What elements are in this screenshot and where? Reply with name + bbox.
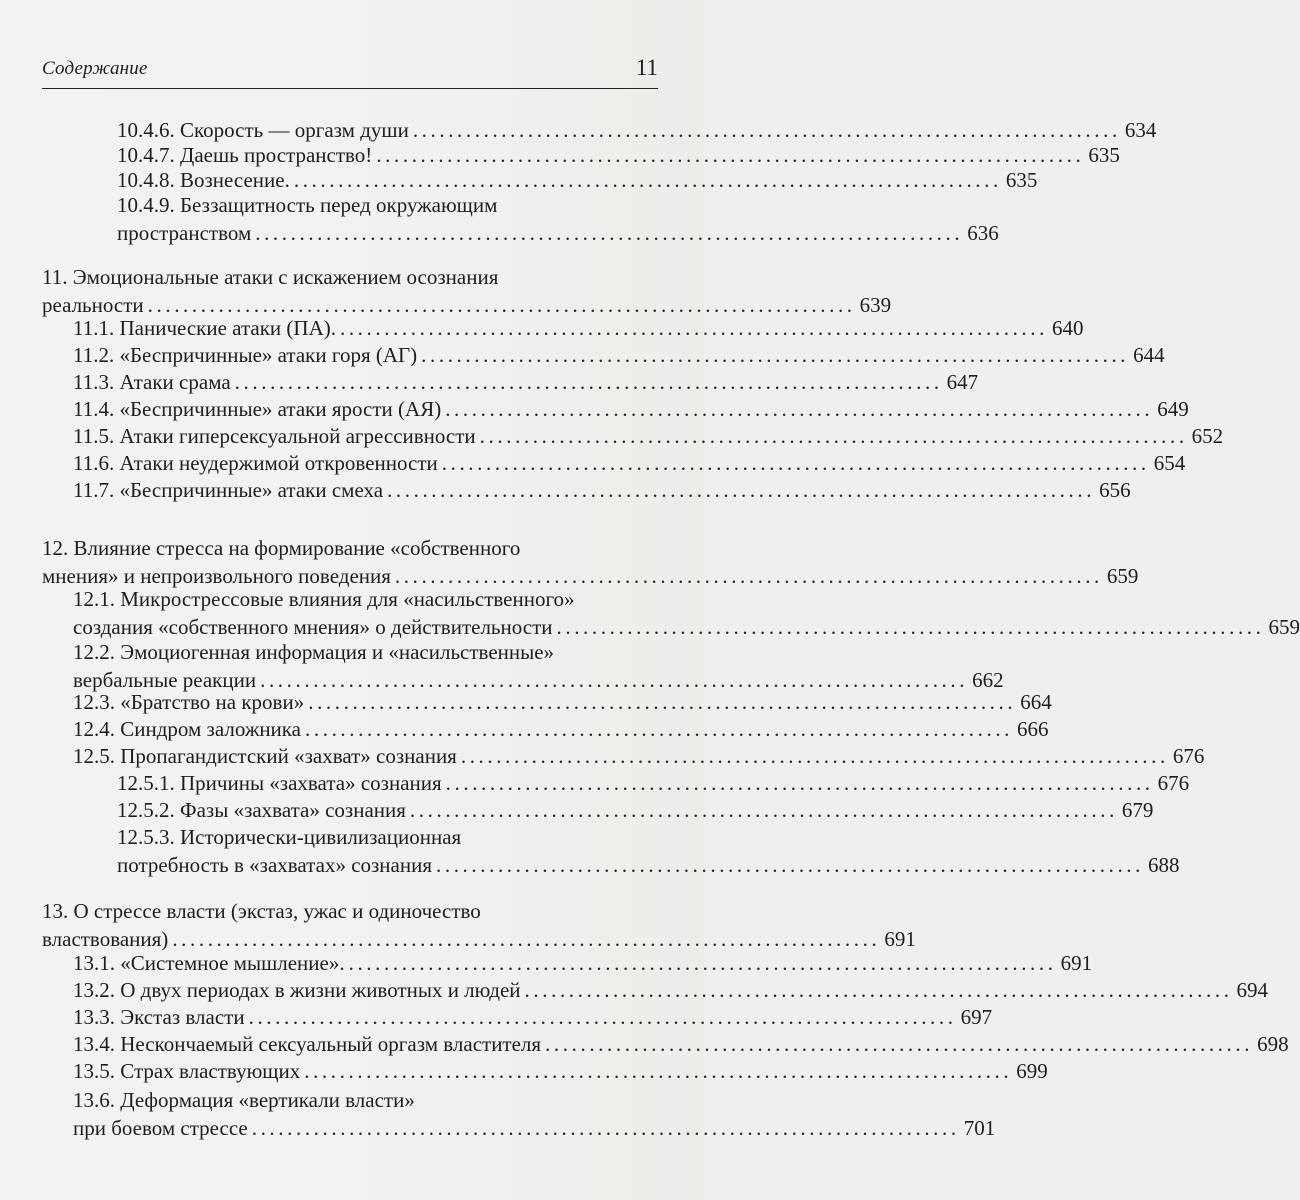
page-number: 11 (635, 55, 658, 80)
toc-entry-title: Страх властвующих (120, 1059, 301, 1083)
toc-entry-title: Атаки срама (119, 370, 231, 394)
dot-leader: ................................................................................ (376, 143, 1085, 167)
toc-entry-number: 11. (42, 265, 68, 289)
toc-entry-title: Микрострессовые влияния для «насильственного» (120, 587, 575, 611)
toc-entry-12-5-1[interactable] (117, 769, 1190, 797)
toc-entry-number: 11.4. (73, 397, 115, 421)
toc-entry-number: 12. (42, 536, 69, 560)
toc-entry-title: Фазы «захвата» сознания (180, 798, 406, 822)
toc-entry-title-cont: вербальные реакции (73, 668, 257, 692)
toc-entry-title: Пропагандистский «захват» сознания (120, 744, 457, 768)
toc-entry-title: Причины «захвата» сознания (180, 771, 442, 795)
toc-entry-page: 656 (1099, 478, 1131, 502)
toc-entry-number: 10.4.9. (117, 193, 175, 217)
dot-leader: ................................................................................ (339, 316, 1048, 340)
toc-entry-title: Атаки гиперсексуальной агрессивности (119, 424, 476, 448)
toc-entry-page: 688 (1148, 853, 1180, 877)
toc-entry-page: 639 (859, 293, 892, 317)
toc-entry-page: 647 (946, 370, 979, 394)
dot-leader: ................................................................................ (394, 564, 1103, 588)
toc-entry-title-cont: создания «собственного мнения» о действительности (73, 615, 553, 639)
toc-entry-title: Нескончаемый сексуальный оргазм властителя (120, 1032, 542, 1056)
toc-entry-number: 11.2. (73, 343, 115, 367)
toc-entry-title: Панические атаки (ПА). (119, 316, 336, 340)
toc-entry-page: 699 (1016, 1059, 1048, 1083)
toc-entry-page: 662 (972, 668, 1004, 692)
toc-entry-10-4-6[interactable] (117, 116, 1157, 144)
toc-entry-12-5-2[interactable] (117, 796, 1154, 824)
toc-entry-13-1[interactable] (73, 949, 1093, 977)
toc-entry-page: 654 (1153, 451, 1186, 475)
toc-entry-11-3[interactable] (73, 368, 979, 396)
dot-leader: ................................................................................ (545, 1032, 1254, 1056)
dot-leader: ................................................................................ (409, 798, 1118, 822)
toc-chapter-13[interactable] (42, 897, 916, 953)
toc-entry-title: Деформация «вертикали власти» (120, 1088, 415, 1112)
toc-entry-title-cont: при боевом стрессе (73, 1116, 248, 1140)
toc-entry-title: Исторически-цивилизационная (180, 825, 462, 849)
toc-entry-12-4[interactable] (73, 715, 1049, 743)
toc-entry-page: 676 (1172, 744, 1205, 768)
toc-entry-title: О двух периодах в жизни животных и людей (120, 978, 521, 1002)
toc-entry-page: 691 (884, 927, 916, 951)
toc-entry-11-4[interactable] (73, 395, 1189, 423)
toc-entry-number: 12.3. (73, 690, 115, 714)
running-header (42, 55, 658, 88)
toc-entry-title: Эмоциогенная информация и «насильственные» (120, 640, 555, 664)
toc-entry-number: 13.3. (73, 1005, 115, 1029)
toc-entry-page: 701 (963, 1116, 996, 1140)
toc-entry-13-6[interactable] (73, 1086, 996, 1142)
toc-entry-13-5[interactable] (73, 1057, 1048, 1085)
toc-entry-number: 13.6. (73, 1088, 115, 1112)
toc-entry-title: Эмоциональные атаки с искажением осознания (72, 265, 499, 289)
toc-entry-number: 10.4.8. (117, 168, 175, 192)
toc-entry-page: 694 (1236, 978, 1269, 1002)
toc-entry-13-4[interactable] (73, 1030, 1289, 1058)
toc-entry-number: 12.1. (73, 587, 115, 611)
toc-entry-number: 11.5. (73, 424, 115, 448)
toc-entry-12-5-3[interactable] (117, 823, 1180, 879)
dot-leader: ................................................................................ (255, 221, 964, 245)
toc-entry-12-2[interactable] (73, 638, 1004, 694)
toc-entry-11-7[interactable] (73, 476, 1131, 504)
toc-entry-title-cont: пространством (117, 221, 252, 245)
toc-entry-page: 634 (1124, 118, 1157, 142)
toc-entry-13-2[interactable] (73, 976, 1269, 1004)
toc-entry-page: 676 (1157, 771, 1190, 795)
toc-entry-11-2[interactable] (73, 341, 1165, 369)
toc-entry-page: 635 (1088, 143, 1120, 167)
toc-entry-title: Экстаз власти (120, 1005, 245, 1029)
toc-entry-title-cont: реальности (42, 293, 144, 317)
dot-leader: ................................................................................ (479, 424, 1188, 448)
dot-leader: ................................................................................ (524, 978, 1233, 1002)
toc-entry-title-cont: мнения» и непроизвольного поведения (42, 564, 391, 588)
toc-entry-13-3[interactable] (73, 1003, 993, 1031)
toc-entry-page: 698 (1257, 1032, 1289, 1056)
toc-entry-page: 649 (1157, 397, 1189, 421)
toc-entry-title: Атаки неудержимой откровенности (119, 451, 438, 475)
toc-entry-number: 11.3. (73, 370, 115, 394)
dot-leader: ................................................................................ (234, 370, 943, 394)
toc-entry-number: 11.1. (73, 316, 115, 340)
toc-entry-number: 12.4. (73, 717, 115, 741)
toc-entry-page: 679 (1121, 798, 1154, 822)
dot-leader: ................................................................................ (304, 1059, 1013, 1083)
toc-chapter-12[interactable] (42, 534, 1139, 590)
dot-leader: ................................................................................ (436, 853, 1144, 877)
toc-entry-number: 12.5.1. (117, 771, 175, 795)
toc-entry-title: О стрессе власти (экстаз, ужас и одиночество (73, 899, 481, 923)
toc-entry-number: 12.2. (73, 640, 115, 664)
toc-entry-title: «Системное мышление». (120, 951, 345, 975)
dot-leader: ................................................................................ (387, 478, 1096, 502)
toc-entry-10-4-9[interactable] (117, 191, 999, 247)
toc-entry-page: 635 (1005, 168, 1038, 192)
dot-leader: ................................................................................ (441, 451, 1150, 475)
toc-entry-title: Вознесение. (180, 168, 290, 192)
toc-entry-12-5[interactable] (73, 742, 1205, 770)
toc-entry-page: 697 (960, 1005, 993, 1029)
dot-leader: ................................................................................ (293, 168, 1002, 192)
toc-entry-page: 640 (1051, 316, 1084, 340)
dot-leader: ................................................................................ (251, 1116, 960, 1140)
toc-entry-number: 13.1. (73, 951, 115, 975)
toc-entry-11-6[interactable] (73, 449, 1186, 477)
toc-entry-number: 11.6. (73, 451, 115, 475)
toc-entry-number: 10.4.6. (117, 118, 175, 142)
toc-entry-title: Даешь пространство! (180, 143, 373, 167)
toc-entry-page: 659 (1268, 615, 1300, 639)
dot-leader: ................................................................................ (305, 717, 1014, 741)
dot-leader: ................................................................................ (445, 397, 1154, 421)
dot-leader: ................................................................................ (412, 118, 1121, 142)
toc-entry-page: 636 (967, 221, 999, 245)
toc-entry-number: 13.2. (73, 978, 115, 1002)
header-rule (42, 88, 658, 89)
toc-entry-page: 652 (1191, 424, 1224, 448)
toc-entry-number: 11.7. (73, 478, 115, 502)
toc-entry-11-1[interactable] (73, 314, 1084, 342)
toc-entry-page: 691 (1060, 951, 1093, 975)
dot-leader: ................................................................................ (260, 668, 969, 692)
toc-entry-10-4-7[interactable] (117, 141, 1120, 169)
toc-entry-number: 12.5.2. (117, 798, 175, 822)
dot-leader: ................................................................................ (348, 951, 1057, 975)
toc-entry-title: Беззащитность перед окружающим (180, 193, 498, 217)
toc-entry-title: «Беспричинные» атаки ярости (АЯ) (119, 397, 442, 421)
toc-entry-page: 666 (1017, 717, 1049, 741)
toc-entry-title: Синдром заложника (120, 717, 302, 741)
toc-entry-10-4-8[interactable] (117, 166, 1038, 194)
dot-leader: ................................................................................ (460, 744, 1169, 768)
toc-entry-number: 13.4. (73, 1032, 115, 1056)
toc-entry-number: 12.5.3. (117, 825, 175, 849)
dot-leader: ................................................................................ (308, 690, 1017, 714)
toc-entry-12-1[interactable] (73, 585, 1300, 641)
toc-entry-11-5[interactable] (73, 422, 1224, 450)
toc-entry-title: Влияние стресса на формирование «собственного (73, 536, 521, 560)
toc-entry-title: «Беспричинные» атаки смеха (119, 478, 384, 502)
dot-leader: ................................................................................ (421, 343, 1130, 367)
running-header-title: Содержание (42, 58, 148, 79)
toc-entry-number: 13.5. (73, 1059, 115, 1083)
dot-leader: ................................................................................ (445, 771, 1154, 795)
toc-entry-title-cont: властвования) (42, 927, 169, 951)
toc-entry-page: 659 (1106, 564, 1139, 588)
toc-entry-title-cont: потребность в «захватах» сознания (117, 853, 432, 877)
toc-entry-page: 644 (1133, 343, 1165, 367)
dot-leader: ................................................................................ (172, 927, 881, 951)
toc-chapter-11[interactable] (42, 263, 892, 319)
toc-entry-12-3[interactable] (73, 688, 1052, 716)
toc-entry-title: Скорость — оргазм души (180, 118, 409, 142)
toc-entry-number: 12.5. (73, 744, 115, 768)
toc-entry-number: 10.4.7. (117, 143, 175, 167)
dot-leader: ................................................................................ (556, 615, 1265, 639)
dot-leader: ................................................................................ (248, 1005, 957, 1029)
toc-entry-title: «Беспричинные» атаки горя (АГ) (119, 343, 418, 367)
toc-entry-title: «Братство на крови» (120, 690, 305, 714)
toc-entry-number: 13. (42, 899, 69, 923)
toc-entry-page: 664 (1020, 690, 1052, 714)
dot-leader: ................................................................................ (147, 293, 856, 317)
